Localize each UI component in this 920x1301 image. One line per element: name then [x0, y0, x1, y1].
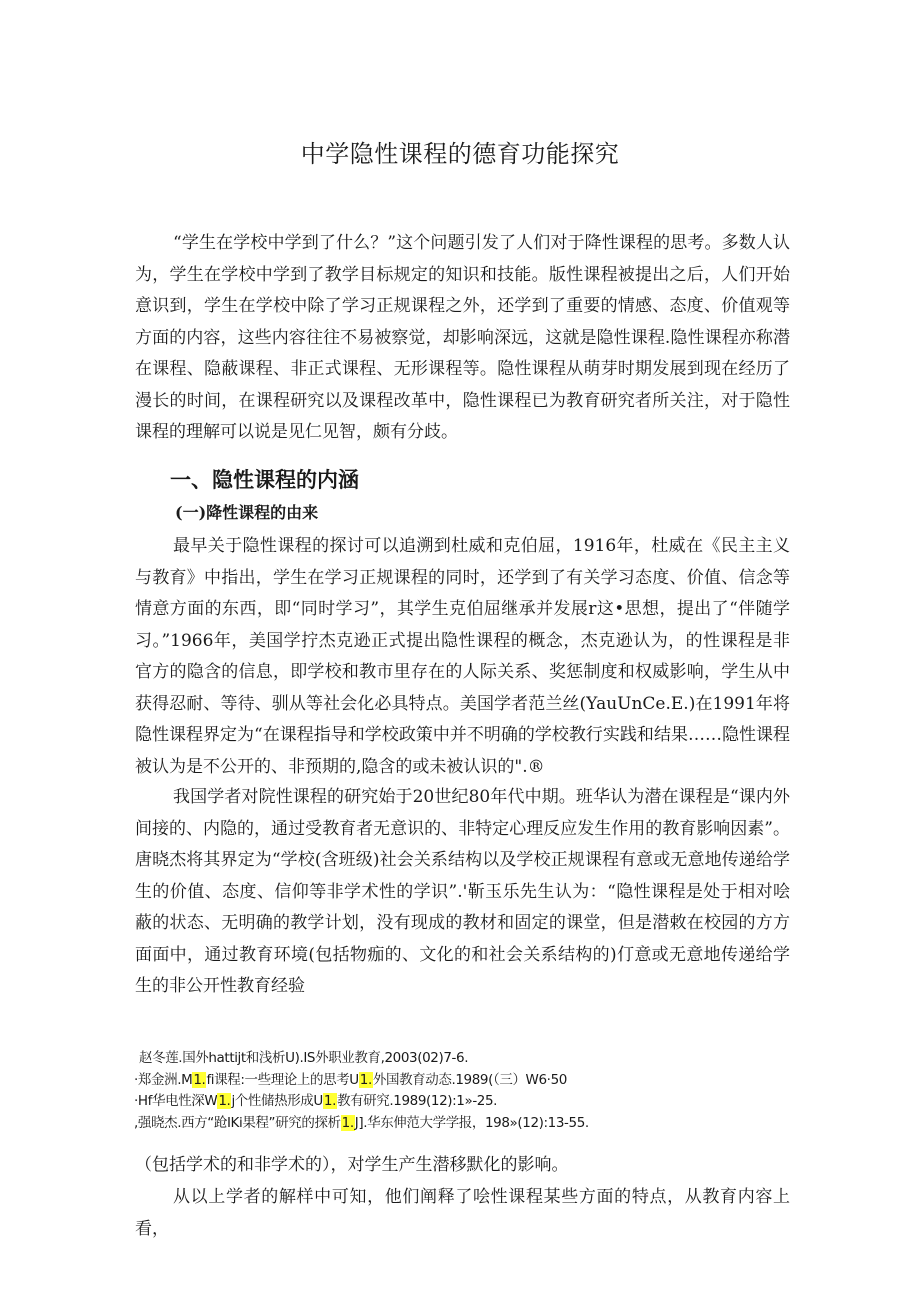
footnote-text: j个性储热形成U	[231, 1093, 323, 1109]
footnote-4	[134, 1113, 794, 1135]
footnote-text: 赵冬莲.国外hattijt和浅析U).IS外职业教育,2003(02)7-6.	[139, 1050, 469, 1066]
body-paragraph-4: 从以上学者的解样中可知，他们阐释了哙性课程某些方面的特点，从教育内容上看，	[135, 1187, 790, 1239]
footnote-text: ·Hf华电性深W	[134, 1093, 218, 1109]
highlight-mark: 1.	[193, 1071, 206, 1088]
footnote-text: fi课程:一些理论上的思考U	[206, 1071, 359, 1088]
footnote-text: 外国教育动态.1989(（三）W6·50	[372, 1071, 567, 1088]
footnote-text: J].华东伸范大学学报，198»(12):13-55.	[354, 1114, 589, 1131]
footnote-text: 教有研究.1989(12):1»-25.	[336, 1093, 498, 1109]
page-title: 中学隐性课程的德育功能探究	[300, 140, 620, 168]
section-heading: 一、隐性课程的内涵	[170, 468, 359, 492]
highlight-mark: 1.	[218, 1093, 231, 1109]
footnote-3	[134, 1091, 794, 1113]
highlight-mark: 1.	[341, 1114, 354, 1131]
highlight-mark: 1.	[323, 1093, 336, 1109]
body-paragraph-1: 最早关于隐性课程的探讨可以追溯到杜威和克伯屈，1916年，杜威在《民主主义与教育》中指出，学生在学习正规课程的同时，还学到了有关学习态度、价值、信念等情意方面的东西，即“同时学习”，其学生克伯屈继承并发展r这•思想，提出了“伴随学习。”1966年，美国学拧杰克逊正式提出隐性课程的概念，杰克逊认为，的性课程是非官方的隐含的信息，即学校和教市里存在的人际关系、奖惩制度和权威影响，学生从中获得忍耐、等待、驯从等社会化必具特点。美国学者范兰丝(YauUnCe.E.)在1991年将隐性课程界定为“在课程指导和学校政策中并不明确的学校教行实践和结果……隐性课程被认为是不公开的、非预期的,隐含的或未被认识的".®	[135, 536, 790, 777]
footnote-text: ·郑金洲.M	[134, 1071, 193, 1088]
footnote-1	[134, 1048, 794, 1070]
footnote-text: ,强晓杰.西方“跄IKi果程”研究的探析	[134, 1114, 341, 1131]
highlight-mark: 1.	[359, 1071, 372, 1088]
intro-paragraph: “学生在学校中学到了什么？”这个问题引发了人们对于降性课程的思考。多数人认为，学生在学校中学到了教学目标规定的知识和技能。版性课程被提出之后，人们开始意识到，学生在学校中除了学习正规课程之外，还学到了重要的情感、态度、价值观等方面的内容，这些内容往往不易被察觉，却影响深远，这就是隐性课程.隐性课程亦称潜在课程、隐蔽课程、非正式课程、无形课程等。隐性课程从萌芽时期发展到现在经历了漫长的时间，在课程研究以及课程改革中，隐性课程已为教育研究者所关注，对于隐性课程的理解可以说是见仁见智，颇有分歧。	[135, 233, 790, 442]
footnotes	[134, 1048, 794, 1134]
body-paragraph-2: 我国学者对院性课程的研究始于20世纪80年代中期。班华认为潜在课程是“课内外间接的、内隐的，通过受教育者无意识的、非特定心理反应发生作用的教育影响因素”。唐晓杰将其界定为“学校(含班级)社会关系结构以及学校正规课程有意或无意地传递给学生的价值、态度、信仰等非学术性的学识”.'靳玉乐先生认为：“隐性课程是处于相对哙蔽的状态、无明确的教学计划，没有现成的教材和固定的课堂，但是潜敕在校园的方方面面中，通过教育环境(包括物痂的、文化的和社会关系结构的)仃意或无意地传递给学生的非公开性教育经验	[135, 787, 790, 996]
footnote-2	[134, 1070, 794, 1092]
body-paragraph-3: （包括学术的和非学术的），对学生产生潜移默化的影响。	[135, 1155, 569, 1175]
subsection-heading: (一)降性课程的由来	[175, 503, 319, 522]
